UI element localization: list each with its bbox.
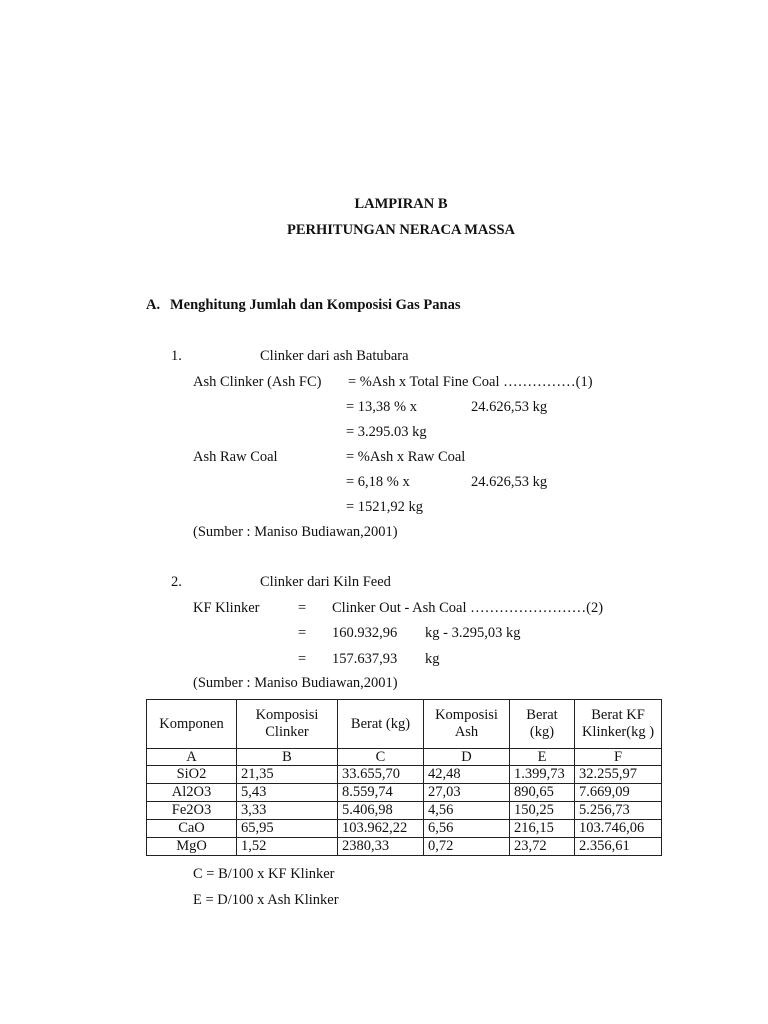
kf-clinker-out-value: 160.932,96: [332, 625, 398, 641]
column-letter: A: [147, 749, 237, 766]
kf-klinker-unit: kg: [425, 651, 440, 667]
table-cell: 23,72: [510, 838, 575, 856]
table-cell: 5,43: [237, 784, 338, 802]
page-subtitle: PERHITUNGAN NERACA MASSA: [287, 222, 515, 238]
table-cell-component: Al2O3: [147, 784, 237, 802]
table-row: [147, 784, 662, 802]
table-cell: 2380,33: [338, 838, 424, 856]
ash-clinker-label: Ash Clinker (Ash FC): [193, 374, 322, 390]
table-header-row: [147, 700, 662, 749]
table-header: Komponen: [147, 700, 237, 749]
table-cell: 6,56: [424, 820, 510, 838]
ash-raw-coal-label: Ash Raw Coal: [193, 449, 278, 465]
item2-source: (Sumber : Maniso Budiawan,2001): [193, 675, 398, 691]
table-header: Berat (kg): [510, 700, 575, 749]
table-cell-component: Fe2O3: [147, 802, 237, 820]
table-header: Komposisi Ash: [424, 700, 510, 749]
column-letter: D: [424, 749, 510, 766]
table-cell-component: SiO2: [147, 766, 237, 784]
table-cell: 4,56: [424, 802, 510, 820]
kf-ash-coal-value: kg - 3.295,03 kg: [425, 625, 521, 641]
table-header: Berat KF Klinker(kg ): [575, 700, 662, 749]
table-cell: 42,48: [424, 766, 510, 784]
section-a-title: Menghitung Jumlah dan Komposisi Gas Panas: [170, 297, 461, 313]
table-cell: 5.256,73: [575, 802, 662, 820]
page-title: LAMPIRAN B: [354, 196, 448, 212]
table-row: [147, 766, 662, 784]
table-cell: 216,15: [510, 820, 575, 838]
formula-e: E = D/100 x Ash Klinker: [193, 892, 339, 908]
ash-raw-coal-equation: = %Ash x Raw Coal: [346, 449, 466, 465]
table-row: [147, 838, 662, 856]
kf-eq-sign-3: =: [298, 651, 307, 667]
kf-klinker-label: KF Klinker: [193, 600, 260, 616]
ash-raw-coal-percent: = 6,18 % x: [346, 474, 410, 490]
table-row: [147, 820, 662, 838]
table-cell: 65,95: [237, 820, 338, 838]
column-letter: F: [575, 749, 662, 766]
item1-source: (Sumber : Maniso Budiawan,2001): [193, 524, 398, 540]
ash-clinker-percent: = 13,38 % x: [346, 399, 418, 415]
table-cell: 5.406,98: [338, 802, 424, 820]
column-letter: B: [237, 749, 338, 766]
item1-number: 1.: [171, 348, 182, 364]
table-cell-component: MgO: [147, 838, 237, 856]
table-cell-component: CaO: [147, 820, 237, 838]
table-cell: 33.655,70: [338, 766, 424, 784]
kf-klinker-equation: Clinker Out - Ash Coal ……………………(2): [332, 600, 604, 616]
table-cell: 1,52: [237, 838, 338, 856]
table-cell: 103.962,22: [338, 820, 424, 838]
ash-raw-coal-result: = 1521,92 kg: [346, 499, 424, 515]
table-cell: 27,03: [424, 784, 510, 802]
table-header: Berat (kg): [338, 700, 424, 749]
table-row: [147, 802, 662, 820]
kf-eq-sign-2: =: [298, 625, 307, 641]
table-header: Komposisi Clinker: [237, 700, 338, 749]
ash-clinker-total: 24.626,53 kg: [471, 399, 548, 415]
table-cell: 0,72: [424, 838, 510, 856]
table-cell: 2.356,61: [575, 838, 662, 856]
column-letter: E: [510, 749, 575, 766]
table-cell: 150,25: [510, 802, 575, 820]
table-cell: 8.559,74: [338, 784, 424, 802]
table-cell: 32.255,97: [575, 766, 662, 784]
table-cell: 21,35: [237, 766, 338, 784]
ash-clinker-result: = 3.295.03 kg: [346, 424, 427, 440]
item2-number: 2.: [171, 574, 182, 590]
composition-table: [146, 699, 662, 856]
column-letter: C: [338, 749, 424, 766]
item1-title: Clinker dari ash Batubara: [260, 348, 409, 364]
section-a-label: A.: [146, 297, 161, 313]
formula-c: C = B/100 x KF Klinker: [193, 866, 335, 882]
table-cell: 103.746,06: [575, 820, 662, 838]
table-cell: 7.669,09: [575, 784, 662, 802]
ash-clinker-equation: = %Ash x Total Fine Coal ……………(1): [348, 374, 593, 390]
table-cell: 890,65: [510, 784, 575, 802]
kf-klinker-result: 157.637,93: [332, 651, 398, 667]
table-cell: 1.399,73: [510, 766, 575, 784]
table-cell: 3,33: [237, 802, 338, 820]
kf-eq-sign-1: =: [298, 600, 307, 616]
table-column-letter-row: [147, 749, 662, 766]
ash-raw-coal-total: 24.626,53 kg: [471, 474, 548, 490]
item2-title: Clinker dari Kiln Feed: [260, 574, 391, 590]
